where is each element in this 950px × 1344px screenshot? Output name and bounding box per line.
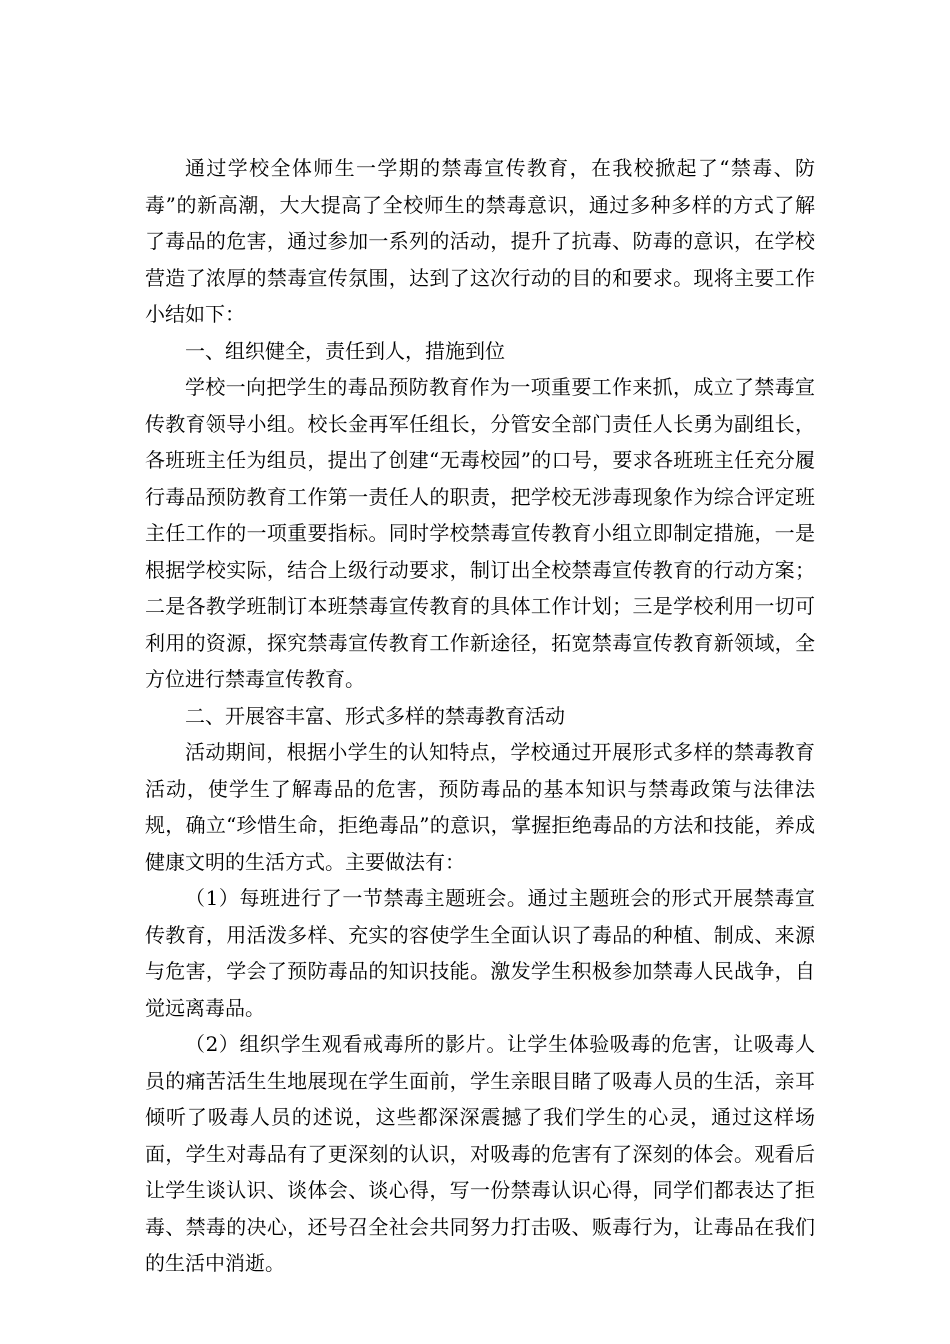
section-heading-2: 二、开展容丰富、形式多样的禁毒教育活动 bbox=[185, 703, 565, 728]
activity-item-1: （1）每班进行了一节禁毒主题班会。通过主题班会的形式开展禁毒宣传教育，用活泼多样、充实的容使学生全面认识了毒品的种植、制成、来源与危害，学会了预防毒品的知识技能。激发学生积极参加禁毒人民战争，自觉远离毒品。 bbox=[145, 886, 815, 1020]
intro-paragraph: 通过学校全体师生一学期的禁毒宣传教育，在我校掀起了“禁毒、防毒”的新高潮，大大提高了全校师生的禁毒意识，通过多种多样的方式了解了毒品的危害，通过参加一系列的活动，提升了抗毒、防毒的意识，在学校营造了浓厚的禁毒宣传氛围，达到了这次行动的目的和要求。现将主要工作小结如下： bbox=[145, 156, 815, 326]
document-body bbox=[145, 150, 815, 1282]
activity-item-2: （2）组织学生观看戒毒所的影片。让学生体验吸毒的危害，让吸毒人员的痛苦活生生地展现在学生面前，学生亲眼目睹了吸毒人员的生活，亲耳倾听了吸毒人员的述说，这些都深深震撼了我们学生的心灵，通过这样场面，学生对毒品有了更深刻的认识，对吸毒的危害有了深刻的体会。观看后让学生谈认识、谈体会、谈心得，写一份禁毒认识心得，同学们都表达了拒毒、禁毒的决心，还号召全社会共同努力打击吸、贩毒行为，让毒品在我们的生活中消逝。 bbox=[145, 1032, 815, 1275]
section-1-paragraph: 学校一向把学生的毒品预防教育作为一项重要工作来抓，成立了禁毒宣传教育领导小组。校长金再军任组长，分管安全部门责任人长勇为副组长，各班班主任为组员，提出了创建“无毒校园”的口号，要求各班班主任充分履行毒品预防教育工作第一责任人的职责，把学校无涉毒现象作为综合评定班主任工作的一项重要指标。同时学校禁毒宣传教育小组立即制定措施，一是根据学校实际，结合上级行动要求，制订出全校禁毒宣传教育的行动方案；二是各教学班制订本班禁毒宣传教育的具体工作计划；三是学校利用一切可利用的资源，探究禁毒宣传教育工作新途径，拓宽禁毒宣传教育新领域，全方位进行禁毒宣传教育。 bbox=[145, 375, 815, 691]
section-heading-1: 一、组织健全，责任到人，措施到位 bbox=[185, 338, 505, 363]
section-2-paragraph: 活动期间，根据小学生的认知特点，学校通过开展形式多样的禁毒教育活动，使学生了解毒品的危害，预防毒品的基本知识与禁毒政策与法律法规，确立“珍惜生命，拒绝毒品”的意识，掌握拒绝毒品的方法和技能，养成健康文明的生活方式。主要做法有： bbox=[145, 740, 815, 874]
